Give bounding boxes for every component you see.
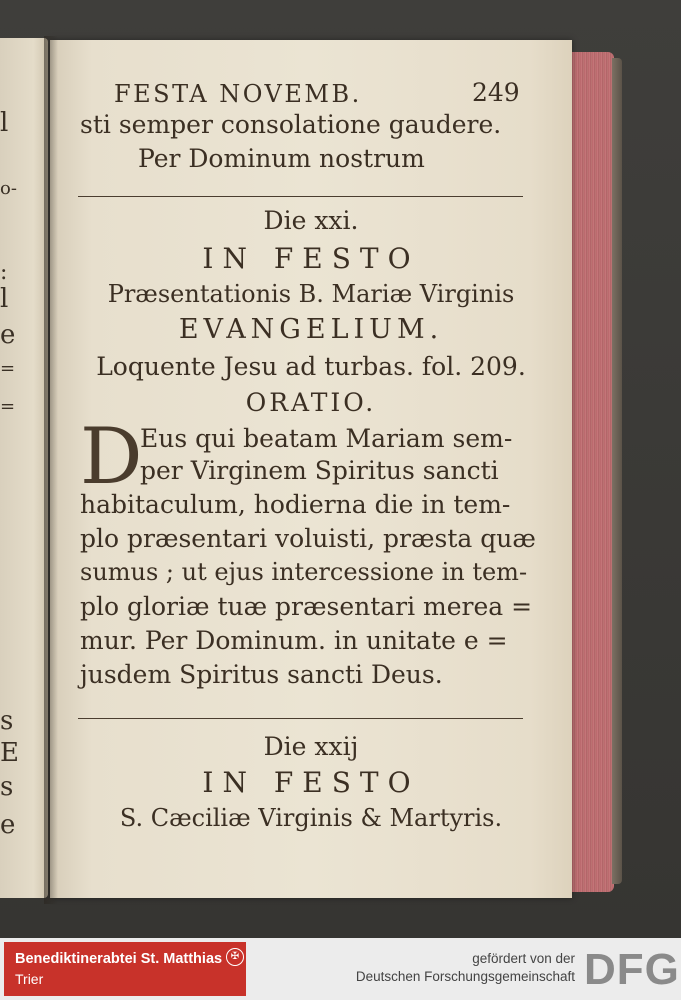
left-page-char: e xyxy=(0,320,16,350)
feast-heading: IN FESTO xyxy=(202,242,420,275)
text-line: Per Dominum nostrum xyxy=(138,144,425,173)
prayer-line: Eus qui beatam Mariam sem- xyxy=(140,424,513,453)
institution-city: Trier xyxy=(15,971,44,987)
funded-by-text: gefördert von der xyxy=(472,951,575,966)
left-page-char: : xyxy=(0,260,8,285)
feast-name: Præsentationis B. Mariæ Virginis xyxy=(107,280,515,308)
text-line: sti semper consolatione gaudere. xyxy=(80,110,502,139)
prayer-line: mur. Per Dominum. in unitate e = xyxy=(80,626,508,655)
left-page-char: E xyxy=(0,738,19,768)
running-head: FESTA NOVEMB. xyxy=(114,80,362,108)
horizontal-rule xyxy=(78,196,523,197)
left-page-char: o- xyxy=(0,178,17,199)
prayer-line: jusdem Spiritus sancti Deus. xyxy=(80,660,443,689)
horizontal-rule xyxy=(78,718,523,719)
evangelium-heading: EVANGELIUM. xyxy=(178,314,444,345)
dfg-logo[interactable]: DFG xyxy=(584,945,680,994)
institution-name: Benediktinerabtei St. Matthias xyxy=(15,951,223,967)
left-page-char: l xyxy=(0,284,9,314)
left-page-fragment xyxy=(0,38,48,898)
left-page-char: s xyxy=(0,772,14,802)
prayer-line: sumus ; ut ejus intercessione in tem- xyxy=(80,558,528,586)
feast-heading: IN FESTO xyxy=(202,766,420,799)
prayer-line: habitaculum, hodierna die in tem- xyxy=(80,490,511,519)
page-number: 249 xyxy=(472,78,520,107)
page-edges xyxy=(568,52,614,892)
day-heading: Die xxij xyxy=(263,732,359,761)
institution-badge[interactable] xyxy=(4,942,246,996)
left-page-char: = xyxy=(0,396,16,417)
funder-name: Deutschen Forschungsgemeinschaft xyxy=(355,969,575,984)
prayer-line: per Virginem Spiritus sancti xyxy=(140,456,499,485)
prayer-line: plo præsentari voluisti, præsta quæ xyxy=(80,524,536,553)
seal-icon: ✠ xyxy=(226,948,244,966)
left-page-char: e xyxy=(0,810,16,840)
gospel-reference: Loquente Jesu ad turbas. fol. 209. xyxy=(96,352,526,381)
feast-name: S. Cæciliæ Virginis & Martyris. xyxy=(119,804,503,832)
left-page-char: = xyxy=(0,358,16,379)
left-page-char: s xyxy=(0,706,14,736)
oratio-heading: ORATIO. xyxy=(245,388,377,417)
day-heading: Die xxi. xyxy=(263,206,359,235)
left-page-char: l xyxy=(0,108,9,138)
drop-cap-initial: D xyxy=(80,412,143,502)
prayer-line: plo gloriæ tuæ præsentari merea = xyxy=(80,592,533,621)
